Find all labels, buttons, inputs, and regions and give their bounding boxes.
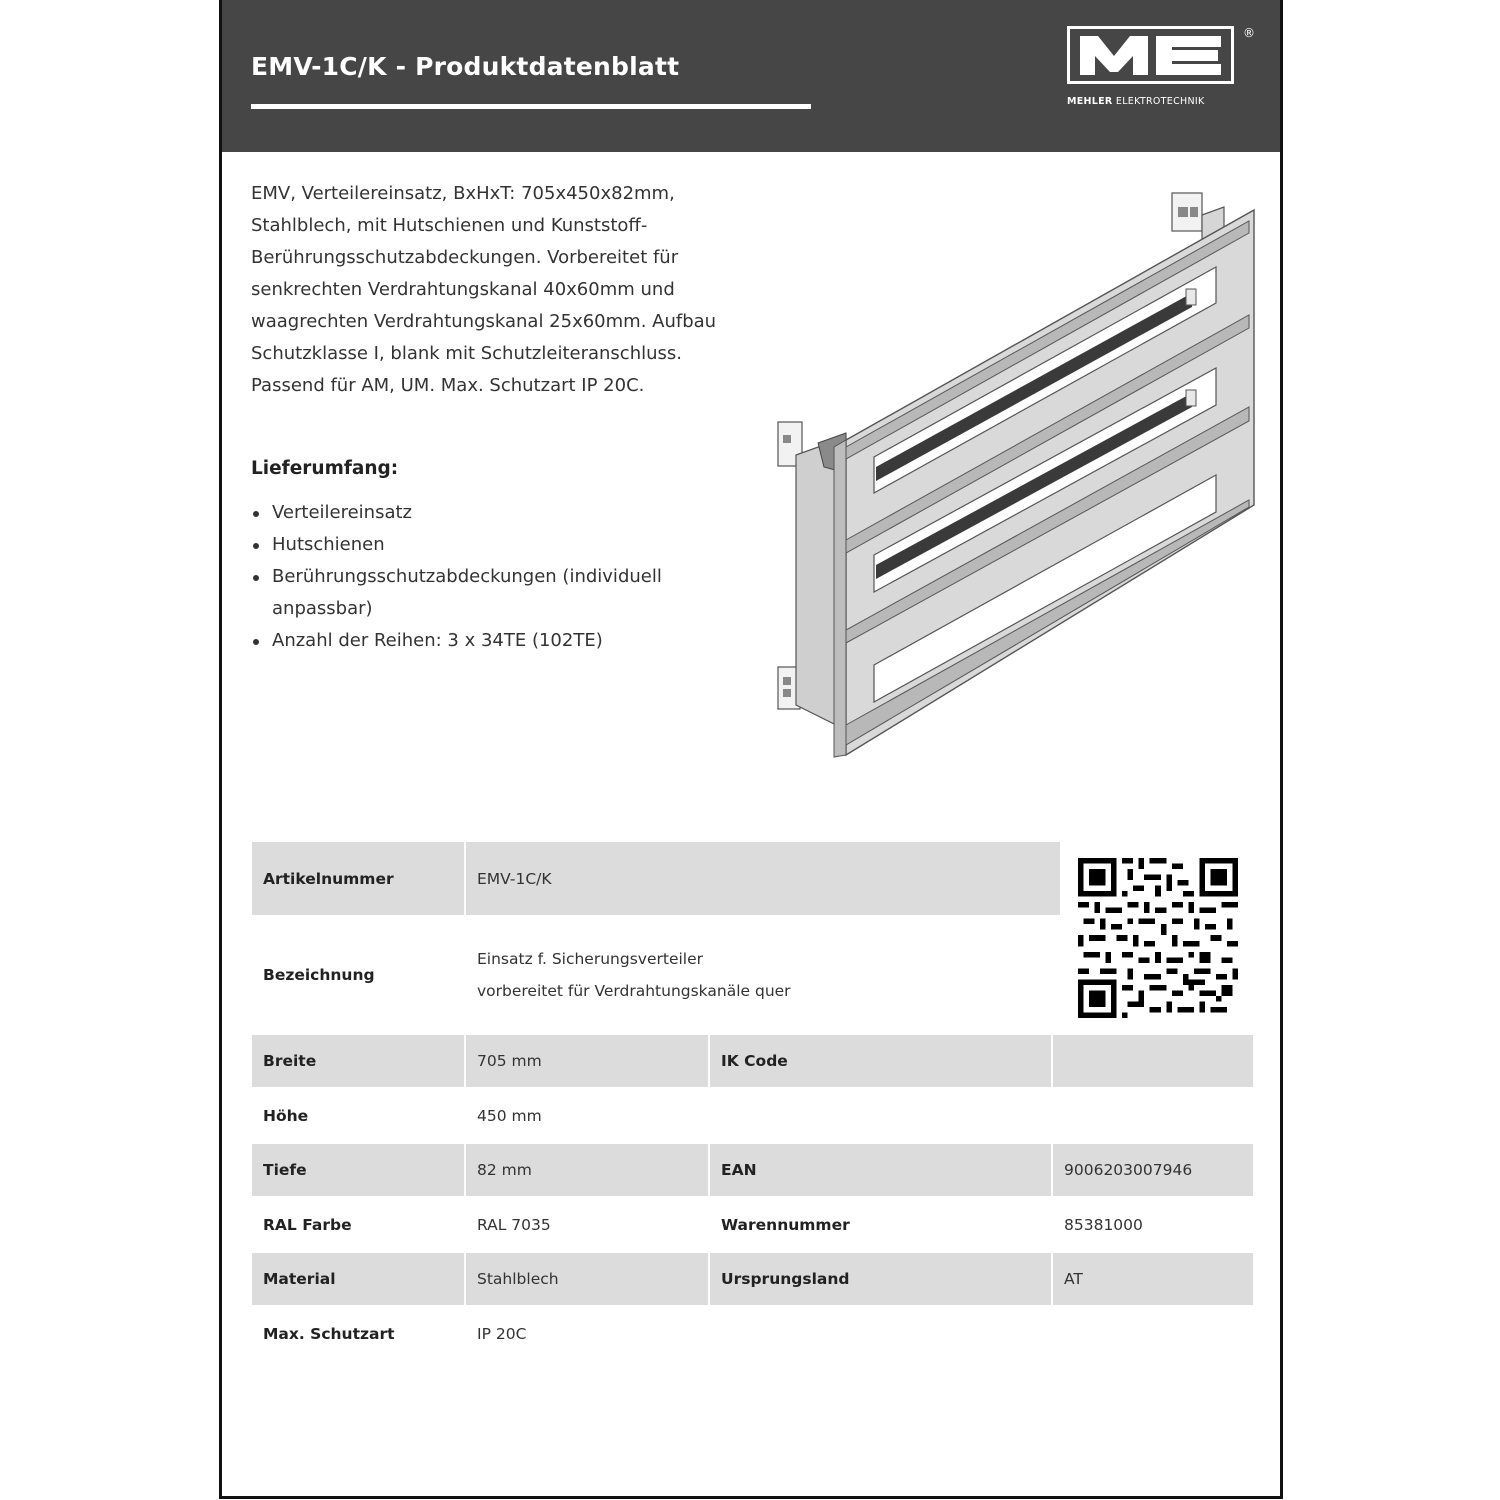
page-title: EMV-1C/K - Produktdatenblatt xyxy=(251,52,680,81)
ean-value: 9006203007946 xyxy=(1053,1144,1253,1196)
header-bar xyxy=(222,0,1280,152)
material-label: Material xyxy=(252,1253,464,1305)
artikelnummer-label: Artikelnummer xyxy=(252,842,464,915)
list-item: Anzahl der Reihen: 3 x 34TE (102TE) xyxy=(251,625,741,657)
logo-frame xyxy=(1067,26,1234,84)
list-item: Verteilereinsatz xyxy=(251,497,741,529)
table-row-tiefe xyxy=(252,1144,1253,1196)
table-row-ral-farbe xyxy=(252,1198,1253,1251)
list-item: Hutschienen xyxy=(251,529,741,561)
lieferumfang-heading: Lieferumfang: xyxy=(251,458,399,479)
bezeichnung-value xyxy=(466,917,1060,1033)
registered-mark: ® xyxy=(1243,26,1255,40)
tiefe-label: Tiefe xyxy=(252,1144,464,1196)
hoehe-label: Höhe xyxy=(263,1106,309,1125)
list-item: Berührungsschutzabdeckungen (individuell anpassbar) xyxy=(251,561,741,625)
tiefe-value: 82 mm xyxy=(466,1144,708,1196)
datasheet-page xyxy=(219,0,1283,1499)
product-description: EMV, Verteilereinsatz, BxHxT: 705x450x82mm, Stahlblech, mit Hutschienen und Kunststoff-Berührungsschutzabdeckungen. Vorbereitet für senkrechten Verdrahtungskanal 40x60mm und waagrechten Verdrahtungskanal 25x60mm. Aufbau Schutzklasse I, blank mit Schutzleiteranschluss. Passend für AM, UM. Max. Schutzart IP 20C. xyxy=(251,183,717,396)
ean-label: EAN xyxy=(710,1144,1051,1196)
logo-me-mark xyxy=(1078,34,1223,76)
ursprungsland-label: Ursprungsland xyxy=(710,1253,1051,1305)
lieferumfang-list xyxy=(251,497,741,657)
ik-code-label: IK Code xyxy=(710,1035,1051,1087)
breite-label: Breite xyxy=(252,1035,464,1087)
logo-brand: MEHLER xyxy=(1067,96,1113,107)
ursprungsland-value: AT xyxy=(1053,1253,1253,1305)
warennummer-label: Warennummer xyxy=(721,1215,850,1234)
bezeichnung-line-1: Einsatz f. Sicherungsverteiler xyxy=(477,950,703,968)
breite-value: 705 mm xyxy=(466,1035,708,1087)
max-schutzart-value: IP 20C xyxy=(477,1324,527,1343)
logo-tagline xyxy=(1067,96,1204,107)
ik-code-value xyxy=(1053,1035,1253,1087)
bezeichnung-line-2: vorbereitet für Verdrahtungskanäle quer xyxy=(477,982,791,1000)
max-schutzart-label: Max. Schutzart xyxy=(263,1324,395,1343)
mehler-logo xyxy=(1067,26,1255,111)
bezeichnung-label: Bezeichnung xyxy=(263,966,375,984)
warennummer-value: 85381000 xyxy=(1064,1215,1143,1234)
table-row-material xyxy=(252,1253,1253,1305)
logo-brand-suffix: ELEKTROTECHNIK xyxy=(1115,96,1205,107)
table-row-hoehe xyxy=(252,1089,1253,1142)
table-row-bezeichnung xyxy=(252,917,1253,1033)
title-underline xyxy=(251,104,811,109)
table-row-max-schutzart xyxy=(252,1307,1253,1360)
material-value: Stahlblech xyxy=(466,1253,708,1305)
table-row-artikelnummer xyxy=(252,842,1253,915)
hoehe-value: 450 mm xyxy=(477,1106,542,1125)
product-image xyxy=(774,185,1259,760)
ral-farbe-value: RAL 7035 xyxy=(477,1215,551,1234)
table-row-breite xyxy=(252,1035,1253,1087)
ral-farbe-label: RAL Farbe xyxy=(263,1215,352,1234)
artikelnummer-value: EMV-1C/K xyxy=(466,842,1060,915)
